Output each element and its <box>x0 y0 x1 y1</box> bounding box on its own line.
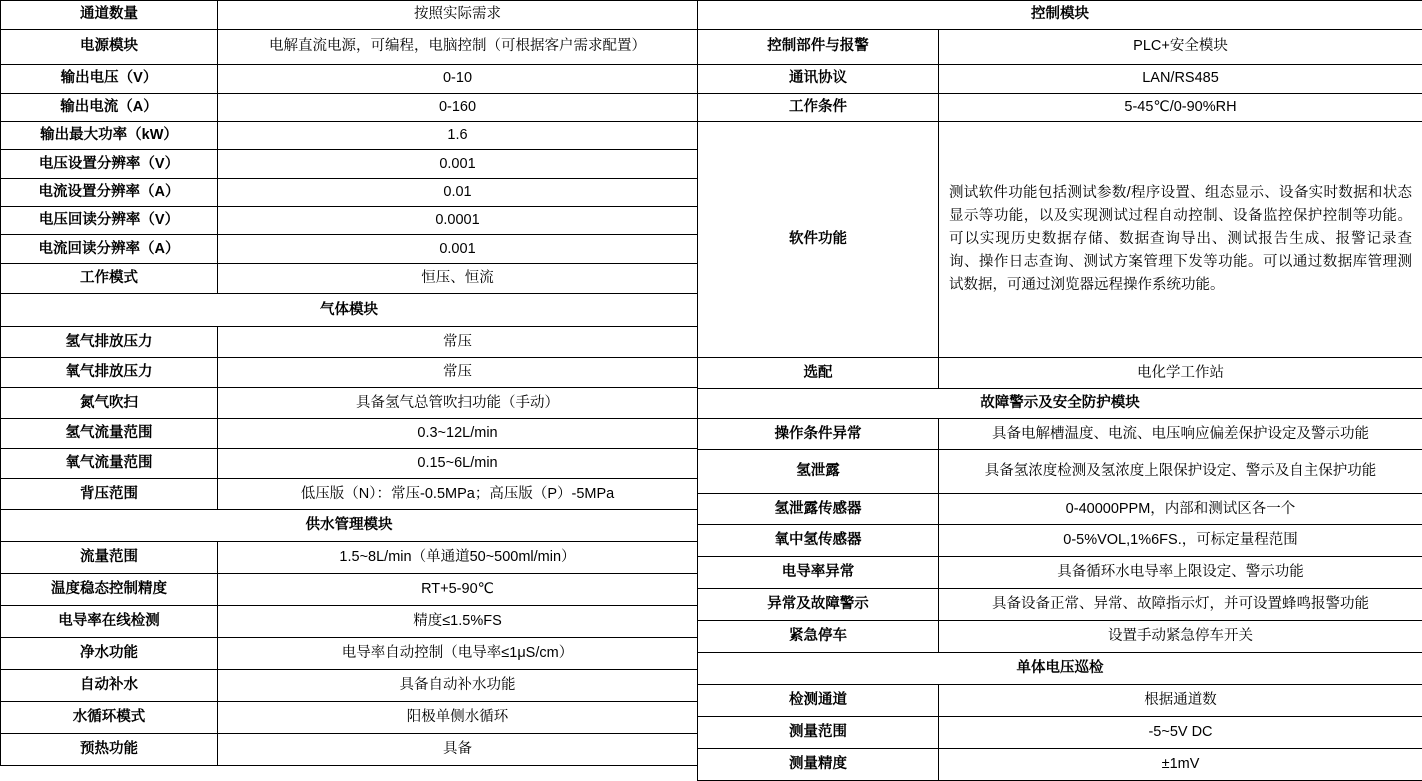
spec-label: 输出最大功率（kW） <box>1 122 218 150</box>
spec-label: 氧气排放压力 <box>1 358 218 388</box>
spec-label: 电源模块 <box>1 30 218 65</box>
spec-value: 具备 <box>218 734 698 766</box>
table-row <box>698 749 1422 781</box>
table-row <box>1 207 698 235</box>
spec-label: 氢泄露 <box>698 450 939 494</box>
spec-label: 测量范围 <box>698 717 939 749</box>
spec-label: 异常及故障警示 <box>698 589 939 621</box>
spec-value: 电导率自动控制（电导率≤1μS/cm） <box>218 638 698 670</box>
spec-label: 电导率异常 <box>698 557 939 589</box>
spec-label: 选配 <box>698 358 939 389</box>
spec-label: 测量精度 <box>698 749 939 781</box>
section-header: 单体电压巡检 <box>698 653 1422 685</box>
table-row <box>698 450 1422 494</box>
spec-label: 电流设置分辨率（A） <box>1 179 218 207</box>
spec-label: 检测通道 <box>698 685 939 717</box>
section-header: 供水管理模块 <box>1 510 698 542</box>
table-row <box>1 327 698 358</box>
table-row <box>698 122 1422 358</box>
spec-label: 紧急停车 <box>698 621 939 653</box>
spec-value: 0.3~12L/min <box>218 419 698 449</box>
left-column <box>0 0 697 738</box>
spec-label: 电导率在线检测 <box>1 606 218 638</box>
spec-label: 水循环模式 <box>1 702 218 734</box>
spec-value: 0.0001 <box>218 207 698 235</box>
spec-value: 具备氢浓度检测及氢浓度上限保护设定、警示及自主保护功能 <box>939 450 1422 494</box>
spec-label: 氧中氢传感器 <box>698 525 939 557</box>
table-row <box>1 574 698 606</box>
spec-label: 电压设置分辨率（V） <box>1 150 218 179</box>
table-row <box>698 494 1422 525</box>
spec-value: 常压 <box>218 358 698 388</box>
table-row <box>698 621 1422 653</box>
spec-value: 具备设备正常、异常、故障指示灯，并可设置蜂鸣报警功能 <box>939 589 1422 621</box>
spec-value: RT+5-90℃ <box>218 574 698 606</box>
spec-value: 1.6 <box>218 122 698 150</box>
table-row <box>698 389 1422 419</box>
table-row <box>698 653 1422 685</box>
spec-value: 设置手动紧急停车开关 <box>939 621 1422 653</box>
table-row <box>1 94 698 122</box>
spec-label: 工作条件 <box>698 94 939 122</box>
right-column <box>697 0 1422 738</box>
spec-value: 电化学工作站 <box>939 358 1422 389</box>
table-row <box>698 419 1422 450</box>
table-row <box>698 717 1422 749</box>
section-header: 气体模块 <box>1 294 698 327</box>
spec-value: 电解直流电源，可编程，电脑控制（可根据客户需求配置） <box>218 30 698 65</box>
section-header: 故障警示及安全防护模块 <box>698 389 1422 419</box>
spec-label: 氢气排放压力 <box>1 327 218 358</box>
table-row <box>698 685 1422 717</box>
table-row <box>1 264 698 294</box>
spec-label: 通讯协议 <box>698 65 939 94</box>
table-row <box>698 1 1422 30</box>
spec-value: 按照实际需求 <box>218 1 698 30</box>
spec-label: 背压范围 <box>1 479 218 510</box>
spec-value: 0-40000PPM，内部和测试区各一个 <box>939 494 1422 525</box>
spec-label: 控制部件与报警 <box>698 30 939 65</box>
table-row <box>1 606 698 638</box>
spec-label: 氮气吹扫 <box>1 388 218 419</box>
table-row <box>698 358 1422 389</box>
left-spec-table <box>0 0 698 766</box>
spec-value: 具备循环水电导率上限设定、警示功能 <box>939 557 1422 589</box>
spec-value: ±1mV <box>939 749 1422 781</box>
table-row <box>1 638 698 670</box>
spec-label: 氧气流量范围 <box>1 449 218 479</box>
spec-label: 温度稳态控制精度 <box>1 574 218 606</box>
spec-value: LAN/RS485 <box>939 65 1422 94</box>
spec-label: 工作模式 <box>1 264 218 294</box>
spec-value: 测试软件功能包括测试参数/程序设置、组态显示、设备实时数据和状态显示等功能，以及实现测试过程自动控制、设备监控保护控制等功能。可以实现历史数据存储、数据查询导出、测试报告生成、报警记录查询、操作日志查询、测试方案管理下发等功能。可以通过数据库管理测试数据，可通过浏览器远程操作系统功能。 <box>939 122 1422 358</box>
table-row <box>698 525 1422 557</box>
table-row <box>1 542 698 574</box>
table-row <box>698 557 1422 589</box>
spec-label: 净水功能 <box>1 638 218 670</box>
spec-value: 恒压、恒流 <box>218 264 698 294</box>
table-row <box>1 65 698 94</box>
table-row <box>698 30 1422 65</box>
spec-label: 软件功能 <box>698 122 939 358</box>
table-row <box>698 65 1422 94</box>
table-row <box>1 30 698 65</box>
table-row <box>1 734 698 766</box>
table-row <box>1 358 698 388</box>
table-row <box>1 388 698 419</box>
spec-label: 流量范围 <box>1 542 218 574</box>
spec-value: 低压版（N）：常压-0.5MPa；高压版（P）-5MPa <box>218 479 698 510</box>
table-row <box>1 702 698 734</box>
table-row <box>1 179 698 207</box>
table-row <box>698 94 1422 122</box>
spec-label: 通道数量 <box>1 1 218 30</box>
spec-value: 0-5%VOL,1%6FS.，可标定量程范围 <box>939 525 1422 557</box>
spec-value: 1.5~8L/min（单通道50~500ml/min） <box>218 542 698 574</box>
spec-label: 自动补水 <box>1 670 218 702</box>
table-row <box>698 589 1422 621</box>
spec-label: 操作条件异常 <box>698 419 939 450</box>
spec-value: 具备自动补水功能 <box>218 670 698 702</box>
table-row <box>1 1 698 30</box>
spec-value: 阳极单侧水循环 <box>218 702 698 734</box>
spec-value: 0.001 <box>218 235 698 264</box>
spec-value: 具备氢气总管吹扫功能（手动） <box>218 388 698 419</box>
spec-value: 0.15~6L/min <box>218 449 698 479</box>
spec-value: 5-45℃/0-90%RH <box>939 94 1422 122</box>
spec-label: 预热功能 <box>1 734 218 766</box>
spec-label: 氢气流量范围 <box>1 419 218 449</box>
spec-value: -5~5V DC <box>939 717 1422 749</box>
section-header: 控制模块 <box>698 1 1422 30</box>
spec-value: 0-10 <box>218 65 698 94</box>
right-spec-table <box>697 0 1422 781</box>
table-row <box>1 294 698 327</box>
spec-value: 0.01 <box>218 179 698 207</box>
table-row <box>1 235 698 264</box>
table-row <box>1 150 698 179</box>
table-row <box>1 419 698 449</box>
table-row <box>1 670 698 702</box>
table-row <box>1 510 698 542</box>
table-row <box>1 449 698 479</box>
spec-label: 电流回读分辨率（A） <box>1 235 218 264</box>
spec-value: 0.001 <box>218 150 698 179</box>
spec-label: 氢泄露传感器 <box>698 494 939 525</box>
spec-value: 具备电解槽温度、电流、电压响应偏差保护设定及警示功能 <box>939 419 1422 450</box>
spec-label: 电压回读分辨率（V） <box>1 207 218 235</box>
spec-value: 根据通道数 <box>939 685 1422 717</box>
spec-value: 精度≤1.5%FS <box>218 606 698 638</box>
spec-value: PLC+安全模块 <box>939 30 1422 65</box>
table-row <box>1 122 698 150</box>
spec-value: 常压 <box>218 327 698 358</box>
table-row <box>1 479 698 510</box>
spec-label: 输出电压（V） <box>1 65 218 94</box>
spec-label: 输出电流（A） <box>1 94 218 122</box>
spec-value: 0-160 <box>218 94 698 122</box>
